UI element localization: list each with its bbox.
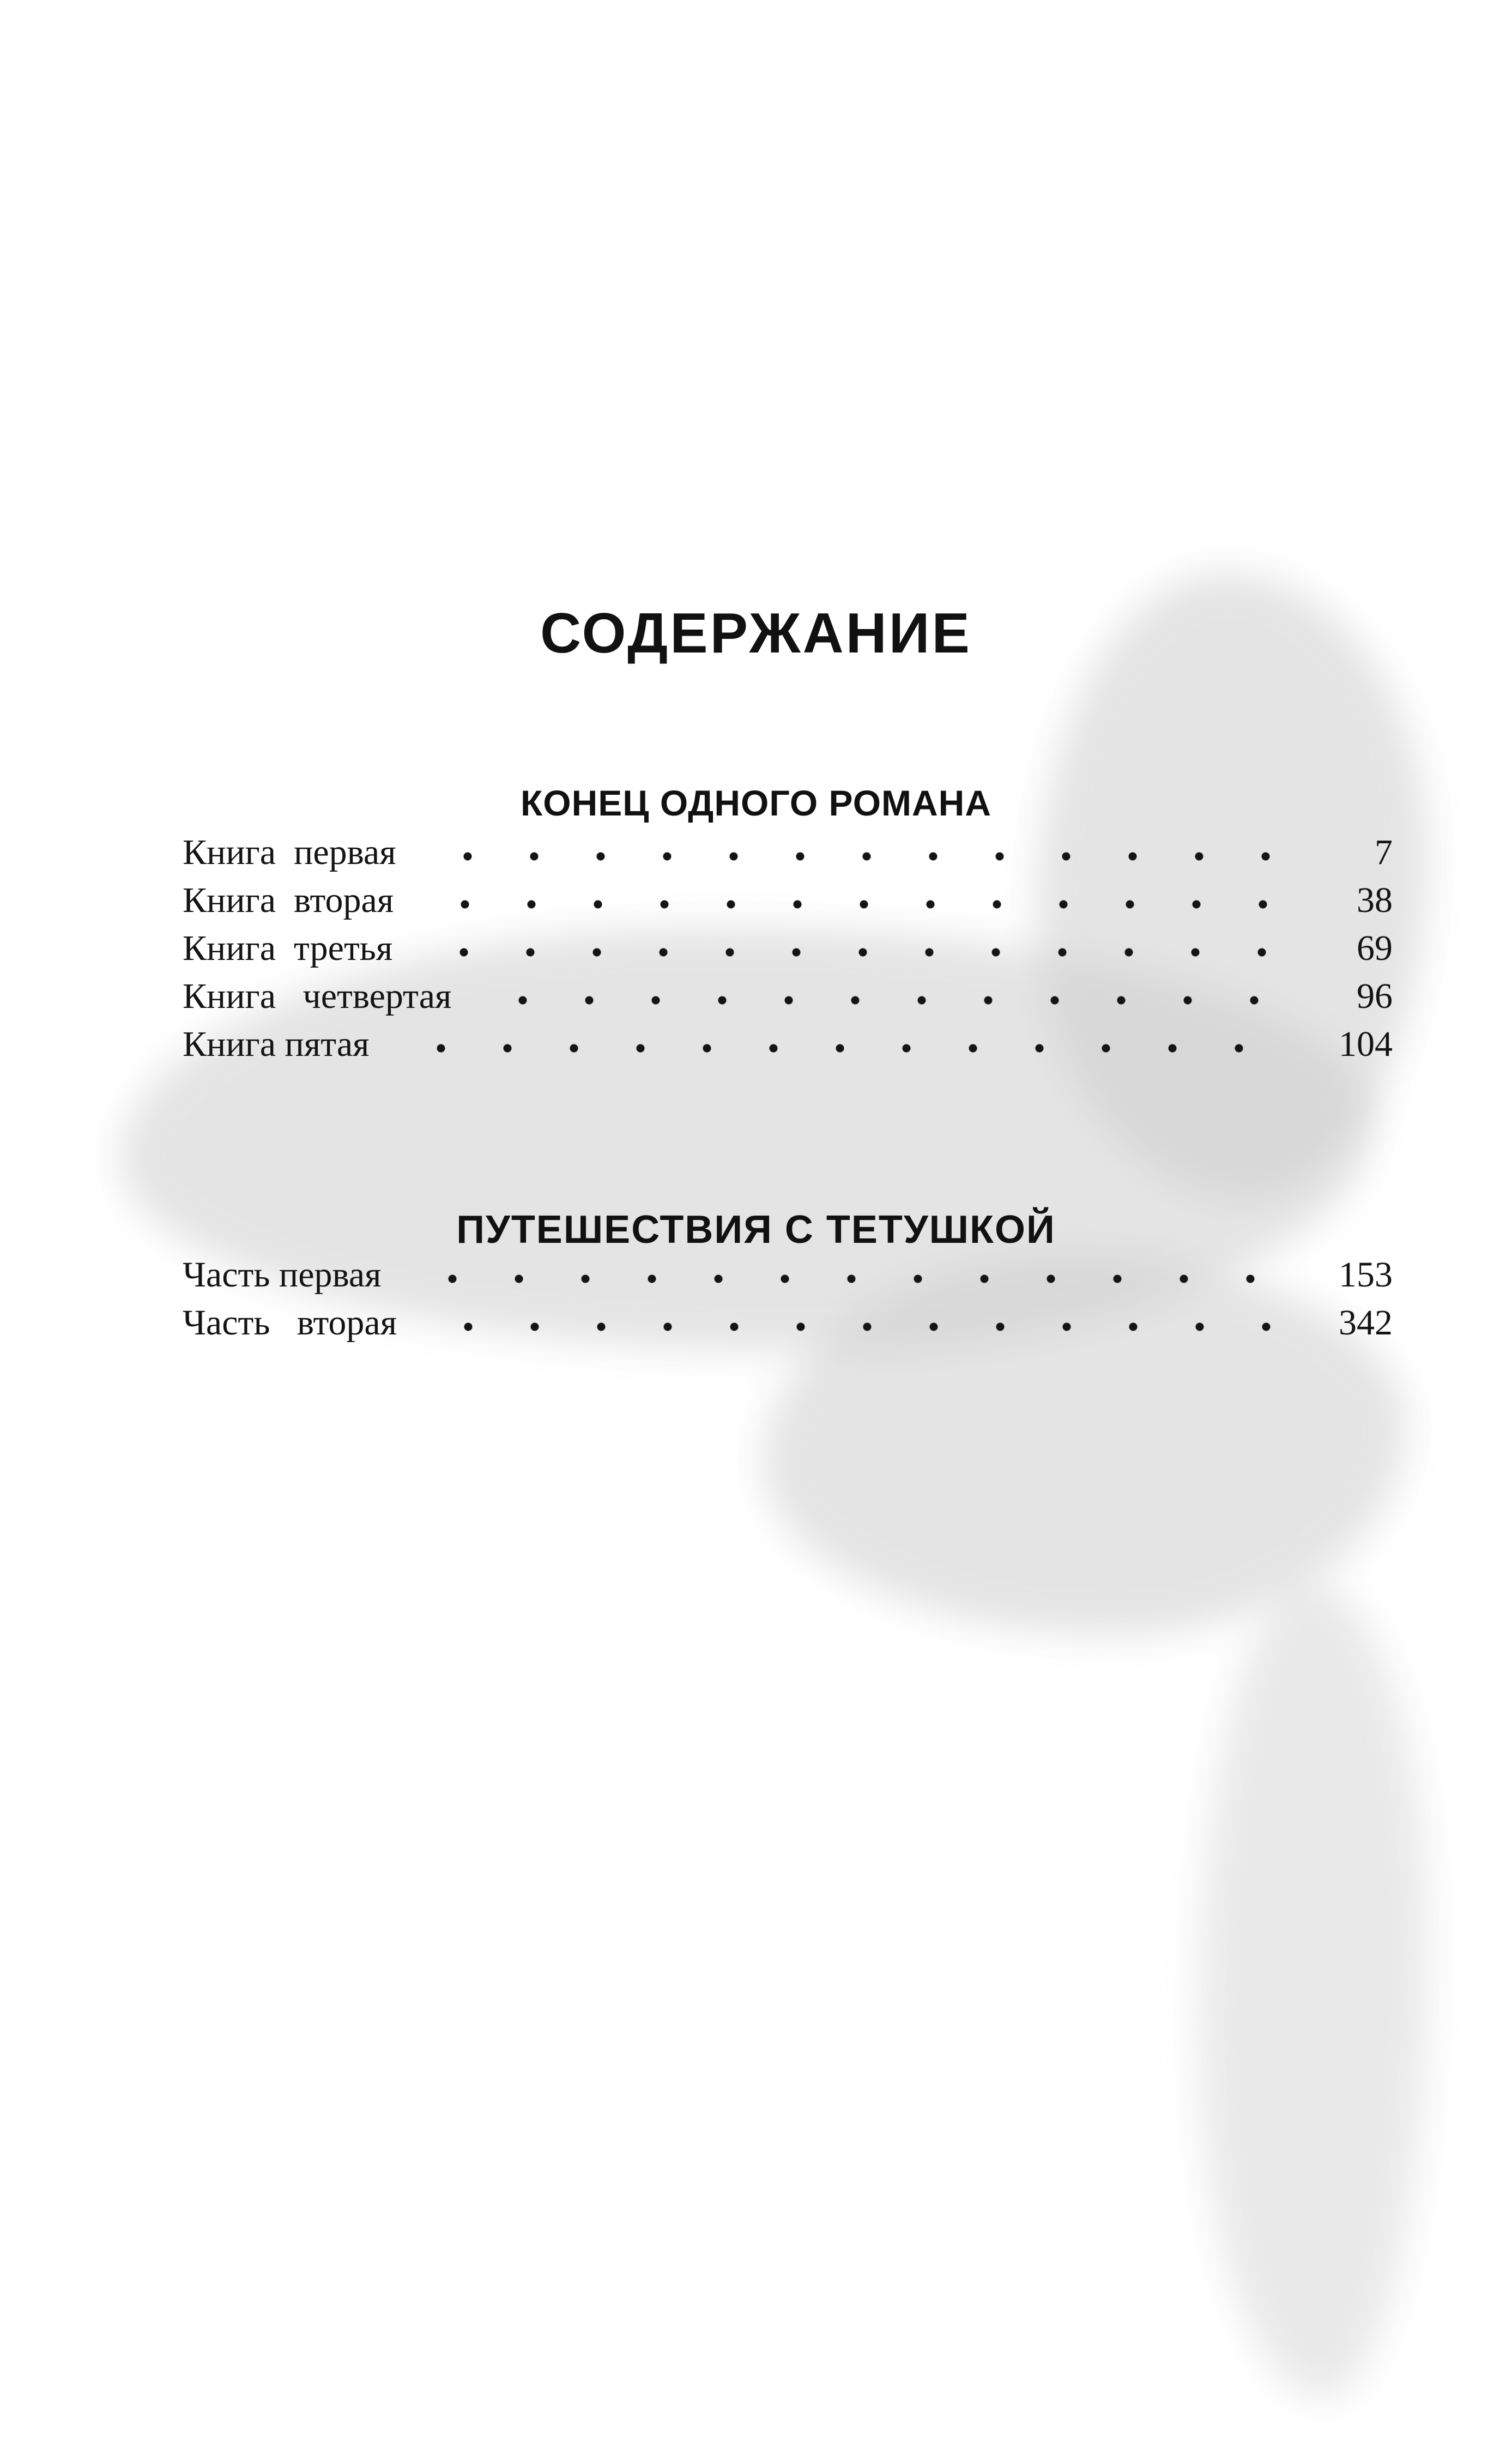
toc-entry-label: Книга третья [183,928,393,968]
toc-entry-label: Книга первая [183,832,396,872]
toc-entry-page: 153 [1339,1255,1393,1295]
toc-entry[interactable] [183,925,1393,972]
toc-entry[interactable] [183,1020,1393,1068]
toc-entry[interactable] [183,972,1393,1020]
toc-entry-page: 69 [1357,928,1393,968]
section-title: КОНЕЦ ОДНОГО РОМАНА [520,782,991,823]
toc-entry-page: 104 [1339,1024,1393,1064]
dot-leader [435,1321,1300,1332]
toc-entry[interactable] [183,1251,1393,1299]
show-through-blot [1199,1581,1428,2398]
dot-leader [489,995,1300,1006]
toc-entry-label: Книга четвертая [183,976,452,1016]
toc-entry[interactable] [183,829,1393,877]
toc-entry[interactable] [183,1299,1393,1347]
section-title: ПУТЕШЕСТВИЯ С ТЕТУШКОЙ [456,1207,1056,1252]
dot-leader [432,899,1300,910]
toc-entry[interactable] [183,877,1393,925]
page-title: СОДЕРЖАНИЕ [540,601,972,665]
dot-leader [434,851,1300,862]
dot-leader [408,1043,1300,1054]
toc-entry-page: 342 [1339,1303,1393,1343]
toc-entry-label: Часть первая [183,1255,382,1295]
toc-list [183,829,1393,1068]
toc-entry-label: Часть вторая [183,1303,397,1343]
toc-entry-label: Книга пятая [183,1024,370,1064]
toc-entry-label: Книга вторая [183,880,394,920]
toc-list [183,1251,1393,1347]
toc-entry-page: 96 [1357,976,1393,1016]
dot-leader [431,947,1300,958]
toc-entry-page: 7 [1375,832,1393,872]
toc-entry-page: 38 [1357,880,1393,920]
dot-leader [419,1273,1300,1284]
